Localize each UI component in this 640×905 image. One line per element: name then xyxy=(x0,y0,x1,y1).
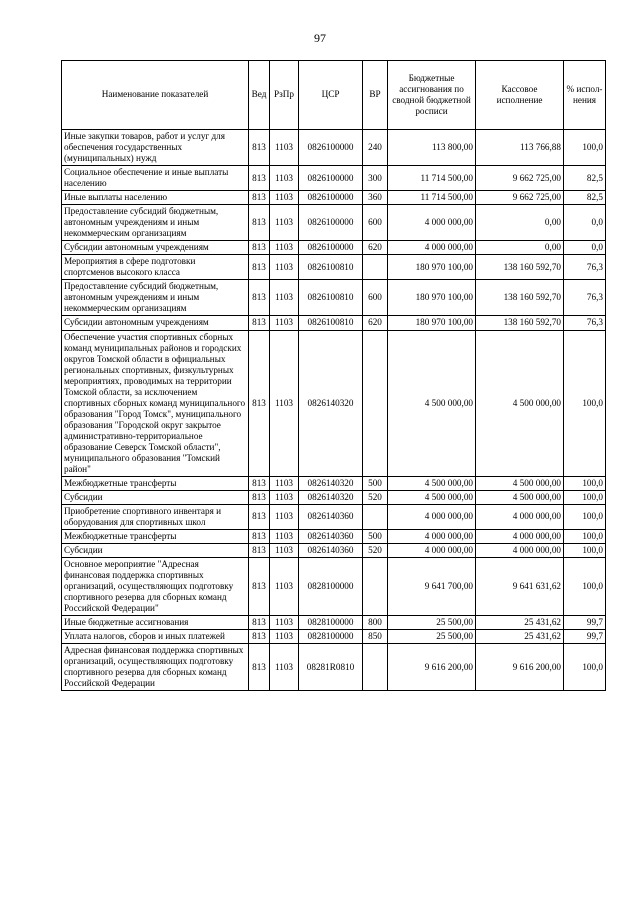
header-vr: ВР xyxy=(363,61,388,130)
cell-budget: 4 500 000,00 xyxy=(388,490,476,504)
cell-rzpr: 1103 xyxy=(270,544,299,558)
cell-budget: 4 500 000,00 xyxy=(388,476,476,490)
cell-csr: 0828100000 xyxy=(299,616,363,630)
cell-pct: 100,0 xyxy=(564,644,606,691)
cell-pct: 100,0 xyxy=(564,330,606,476)
cell-pct: 99,7 xyxy=(564,616,606,630)
cell-rzpr: 1103 xyxy=(270,630,299,644)
cell-rzpr: 1103 xyxy=(270,255,299,280)
cell-csr: 0826140320 xyxy=(299,476,363,490)
table-row xyxy=(62,191,606,205)
cell-name: Иные выплаты населению xyxy=(62,191,249,205)
cell-name: Предоставление субсидий бюджетным, автономным учреждениям и иным некоммерческим организациям xyxy=(62,205,249,241)
cell-ved: 813 xyxy=(249,644,270,691)
table-row xyxy=(62,255,606,280)
cell-ved: 813 xyxy=(249,558,270,616)
cell-rzpr: 1103 xyxy=(270,558,299,616)
cell-ved: 813 xyxy=(249,280,270,316)
cell-pct: 100,0 xyxy=(564,558,606,616)
cell-vr: 300 xyxy=(363,166,388,191)
header-csr: ЦСР xyxy=(299,61,363,130)
table-row xyxy=(62,558,606,616)
cell-ved: 813 xyxy=(249,544,270,558)
cell-ved: 813 xyxy=(249,630,270,644)
cell-rzpr: 1103 xyxy=(270,205,299,241)
cell-name: Субсидии автономным учреждениям xyxy=(62,241,249,255)
cell-budget: 113 800,00 xyxy=(388,130,476,166)
cell-csr: 0826140320 xyxy=(299,330,363,476)
cell-pct: 100,0 xyxy=(564,530,606,544)
cell-rzpr: 1103 xyxy=(270,316,299,330)
header-row xyxy=(62,61,606,130)
cell-budget: 11 714 500,00 xyxy=(388,166,476,191)
cell-cash: 4 000 000,00 xyxy=(476,544,564,558)
cell-name: Мероприятия в сфере подготовки спортсменов высокого класса xyxy=(62,255,249,280)
cell-ved: 813 xyxy=(249,504,270,529)
cell-rzpr: 1103 xyxy=(270,280,299,316)
cell-pct: 76,3 xyxy=(564,316,606,330)
table-row xyxy=(62,630,606,644)
cell-pct: 82,5 xyxy=(564,166,606,191)
cell-cash: 4 500 000,00 xyxy=(476,476,564,490)
table-row xyxy=(62,280,606,316)
cell-ved: 813 xyxy=(249,476,270,490)
cell-rzpr: 1103 xyxy=(270,616,299,630)
cell-name: Иные закупки товаров, работ и услуг для обеспечения государственных (муниципальных) нужд xyxy=(62,130,249,166)
cell-cash: 113 766,88 xyxy=(476,130,564,166)
cell-name: Адресная финансовая поддержка спортивных организаций, осуществляющих подготовку спортивного резерва для сборных команд Российской Федерации xyxy=(62,644,249,691)
cell-vr xyxy=(363,255,388,280)
cell-vr: 520 xyxy=(363,544,388,558)
cell-ved: 813 xyxy=(249,166,270,191)
table-row xyxy=(62,330,606,476)
table-row xyxy=(62,530,606,544)
header-rzpr: РзПр xyxy=(270,61,299,130)
cell-cash: 4 000 000,00 xyxy=(476,504,564,529)
cell-pct: 0,0 xyxy=(564,241,606,255)
cell-csr: 0826100810 xyxy=(299,280,363,316)
cell-cash: 25 431,62 xyxy=(476,616,564,630)
cell-rzpr: 1103 xyxy=(270,644,299,691)
cell-pct: 99,7 xyxy=(564,630,606,644)
cell-rzpr: 1103 xyxy=(270,330,299,476)
cell-csr: 0826100000 xyxy=(299,191,363,205)
cell-ved: 813 xyxy=(249,205,270,241)
cell-csr: 0826100000 xyxy=(299,241,363,255)
cell-rzpr: 1103 xyxy=(270,504,299,529)
cell-pct: 0,0 xyxy=(564,205,606,241)
cell-budget: 9 616 200,00 xyxy=(388,644,476,691)
cell-vr xyxy=(363,504,388,529)
cell-vr: 620 xyxy=(363,316,388,330)
cell-ved: 813 xyxy=(249,316,270,330)
cell-csr: 0828100000 xyxy=(299,630,363,644)
header-ved: Вед xyxy=(249,61,270,130)
cell-csr: 0826140320 xyxy=(299,490,363,504)
table-row xyxy=(62,616,606,630)
cell-ved: 813 xyxy=(249,616,270,630)
cell-budget: 180 970 100,00 xyxy=(388,316,476,330)
cell-ved: 813 xyxy=(249,241,270,255)
cell-vr: 240 xyxy=(363,130,388,166)
cell-rzpr: 1103 xyxy=(270,191,299,205)
cell-ved: 813 xyxy=(249,255,270,280)
cell-cash: 138 160 592,70 xyxy=(476,316,564,330)
cell-cash: 138 160 592,70 xyxy=(476,255,564,280)
cell-cash: 9 616 200,00 xyxy=(476,644,564,691)
cell-ved: 813 xyxy=(249,130,270,166)
cell-pct: 100,0 xyxy=(564,130,606,166)
cell-vr: 500 xyxy=(363,530,388,544)
table-row xyxy=(62,205,606,241)
cell-pct: 100,0 xyxy=(564,476,606,490)
cell-rzpr: 1103 xyxy=(270,166,299,191)
cell-cash: 4 500 000,00 xyxy=(476,490,564,504)
cell-vr: 800 xyxy=(363,616,388,630)
cell-vr: 850 xyxy=(363,630,388,644)
cell-budget: 4 000 000,00 xyxy=(388,241,476,255)
header-cash: Кассовое исполнение xyxy=(476,61,564,130)
cell-pct: 76,3 xyxy=(564,280,606,316)
cell-cash: 0,00 xyxy=(476,205,564,241)
cell-name: Предоставление субсидий бюджетным, автономным учреждениям и иным некоммерческим организациям xyxy=(62,280,249,316)
cell-pct: 100,0 xyxy=(564,544,606,558)
cell-budget: 4 000 000,00 xyxy=(388,530,476,544)
cell-budget: 4 000 000,00 xyxy=(388,504,476,529)
cell-name: Основное мероприятие "Адресная финансовая поддержка спортивных организаций, осуществляющих подготовку спортивного резерва для сборных команд Российской Федерации" xyxy=(62,558,249,616)
table-row xyxy=(62,130,606,166)
cell-ved: 813 xyxy=(249,191,270,205)
cell-vr xyxy=(363,558,388,616)
cell-name: Субсидии автономным учреждениям xyxy=(62,316,249,330)
table-row xyxy=(62,166,606,191)
cell-csr: 0826100000 xyxy=(299,205,363,241)
cell-rzpr: 1103 xyxy=(270,130,299,166)
cell-budget: 25 500,00 xyxy=(388,616,476,630)
table-row xyxy=(62,544,606,558)
cell-vr: 620 xyxy=(363,241,388,255)
cell-pct: 100,0 xyxy=(564,504,606,529)
cell-cash: 138 160 592,70 xyxy=(476,280,564,316)
cell-csr: 0826100810 xyxy=(299,255,363,280)
cell-vr xyxy=(363,330,388,476)
cell-cash: 4 500 000,00 xyxy=(476,330,564,476)
table-row xyxy=(62,644,606,691)
cell-name: Иные бюджетные ассигнования xyxy=(62,616,249,630)
cell-csr: 0826140360 xyxy=(299,530,363,544)
cell-budget: 11 714 500,00 xyxy=(388,191,476,205)
cell-budget: 180 970 100,00 xyxy=(388,255,476,280)
table-row xyxy=(62,476,606,490)
cell-budget: 4 000 000,00 xyxy=(388,205,476,241)
cell-name: Субсидии xyxy=(62,490,249,504)
cell-pct: 82,5 xyxy=(564,191,606,205)
cell-rzpr: 1103 xyxy=(270,530,299,544)
cell-csr: 0826100000 xyxy=(299,166,363,191)
table-row xyxy=(62,241,606,255)
header-budget: Бюджетные ассигнования по сводной бюджетной росписи xyxy=(388,61,476,130)
table-row xyxy=(62,316,606,330)
table-row xyxy=(62,490,606,504)
cell-pct: 76,3 xyxy=(564,255,606,280)
cell-vr xyxy=(363,644,388,691)
cell-vr: 520 xyxy=(363,490,388,504)
cell-budget: 9 641 700,00 xyxy=(388,558,476,616)
cell-rzpr: 1103 xyxy=(270,476,299,490)
cell-name: Межбюджетные трансферты xyxy=(62,530,249,544)
cell-budget: 4 000 000,00 xyxy=(388,544,476,558)
cell-csr: 0826140360 xyxy=(299,544,363,558)
header-pct: % испол-нения xyxy=(564,61,606,130)
cell-budget: 25 500,00 xyxy=(388,630,476,644)
cell-pct: 100,0 xyxy=(564,490,606,504)
cell-cash: 9 662 725,00 xyxy=(476,191,564,205)
table-row xyxy=(62,504,606,529)
cell-budget: 4 500 000,00 xyxy=(388,330,476,476)
cell-vr: 360 xyxy=(363,191,388,205)
cell-vr: 600 xyxy=(363,280,388,316)
cell-csr: 0826140360 xyxy=(299,504,363,529)
cell-cash: 0,00 xyxy=(476,241,564,255)
cell-budget: 180 970 100,00 xyxy=(388,280,476,316)
cell-name: Субсидии xyxy=(62,544,249,558)
budget-table xyxy=(61,60,606,691)
cell-vr: 600 xyxy=(363,205,388,241)
cell-ved: 813 xyxy=(249,330,270,476)
cell-cash: 9 662 725,00 xyxy=(476,166,564,191)
cell-cash: 9 641 631,62 xyxy=(476,558,564,616)
page-number: 97 xyxy=(314,31,326,45)
cell-name: Приобретение спортивного инвентаря и оборудования для спортивных школ xyxy=(62,504,249,529)
cell-ved: 813 xyxy=(249,490,270,504)
header-name: Наименование показателей xyxy=(62,61,249,130)
cell-name: Уплата налогов, сборов и иных платежей xyxy=(62,630,249,644)
cell-csr: 0826100810 xyxy=(299,316,363,330)
cell-name: Социальное обеспечение и иные выплаты населению xyxy=(62,166,249,191)
cell-name: Межбюджетные трансферты xyxy=(62,476,249,490)
cell-csr: 0828100000 xyxy=(299,558,363,616)
cell-name: Обеспечение участия спортивных сборных команд муниципальных районов и городских округов Томской области в официальных региональных спортивных, физкультурных мероприятиях, проводимых на территории Томской области, за исключением спортивных сборных команд муниципального образования "Город Томск", муниципального образования "Городской округ закрытое административно-территориальное образование Северск Томской области", муниципального образования "Томский район" xyxy=(62,330,249,476)
cell-vr: 500 xyxy=(363,476,388,490)
cell-rzpr: 1103 xyxy=(270,241,299,255)
cell-csr: 08281R0810 xyxy=(299,644,363,691)
cell-ved: 813 xyxy=(249,530,270,544)
cell-cash: 25 431,62 xyxy=(476,630,564,644)
cell-csr: 0826100000 xyxy=(299,130,363,166)
cell-rzpr: 1103 xyxy=(270,490,299,504)
cell-cash: 4 000 000,00 xyxy=(476,530,564,544)
